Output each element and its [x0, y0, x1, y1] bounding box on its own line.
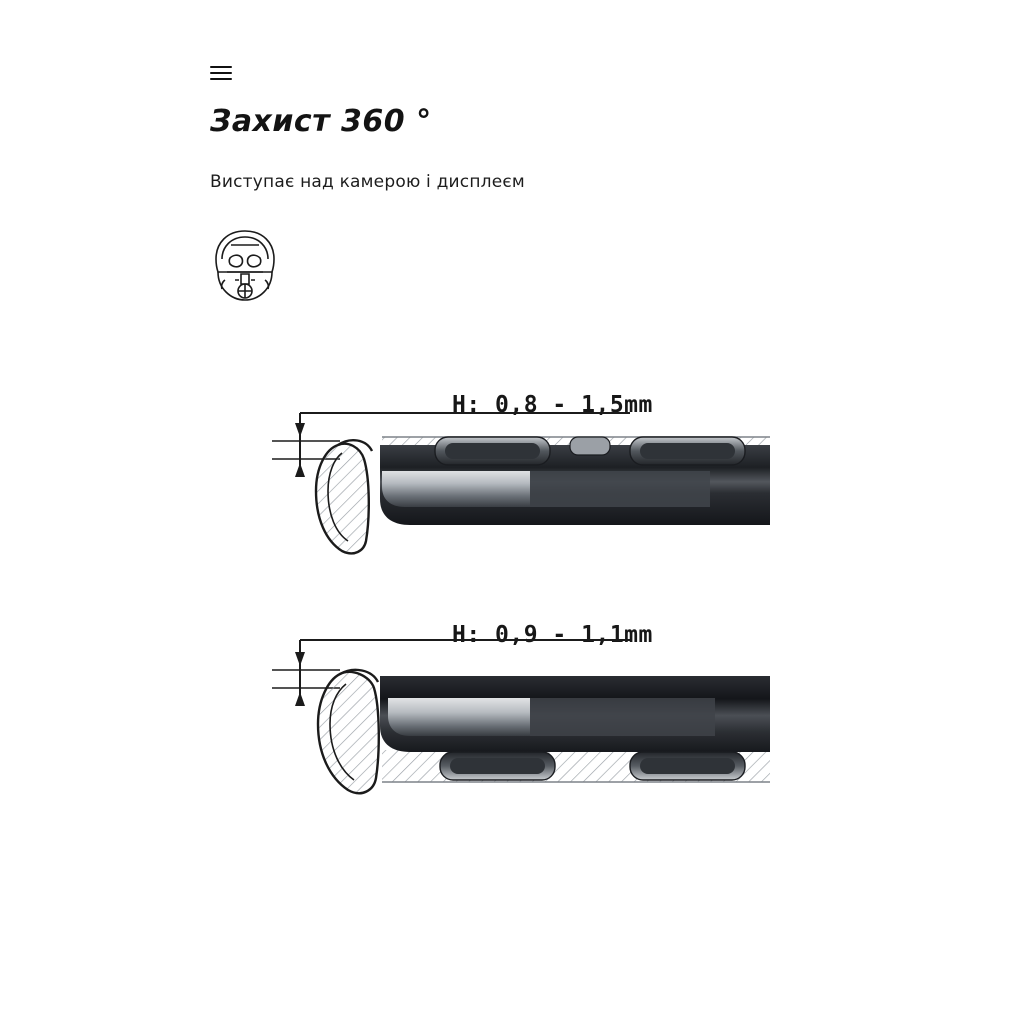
- display-height-label: H: 0,9 - 1,1mm: [452, 622, 653, 648]
- armorstandart-helmet-logo: [205, 228, 285, 306]
- display-protrusion-diagram: [230, 600, 800, 840]
- hamburger-bar-3: [210, 78, 232, 80]
- page-subtitle: Виступає над камерою і дисплеєм: [210, 172, 525, 192]
- page-title: Захист 360 °: [210, 104, 432, 139]
- hamburger-bar-2: [210, 72, 232, 74]
- hamburger-menu-icon[interactable]: [210, 62, 234, 86]
- camera-protrusion-diagram: [230, 375, 800, 595]
- camera-height-label: H: 0,8 - 1,5mm: [452, 392, 653, 418]
- hamburger-bar-1: [210, 66, 232, 68]
